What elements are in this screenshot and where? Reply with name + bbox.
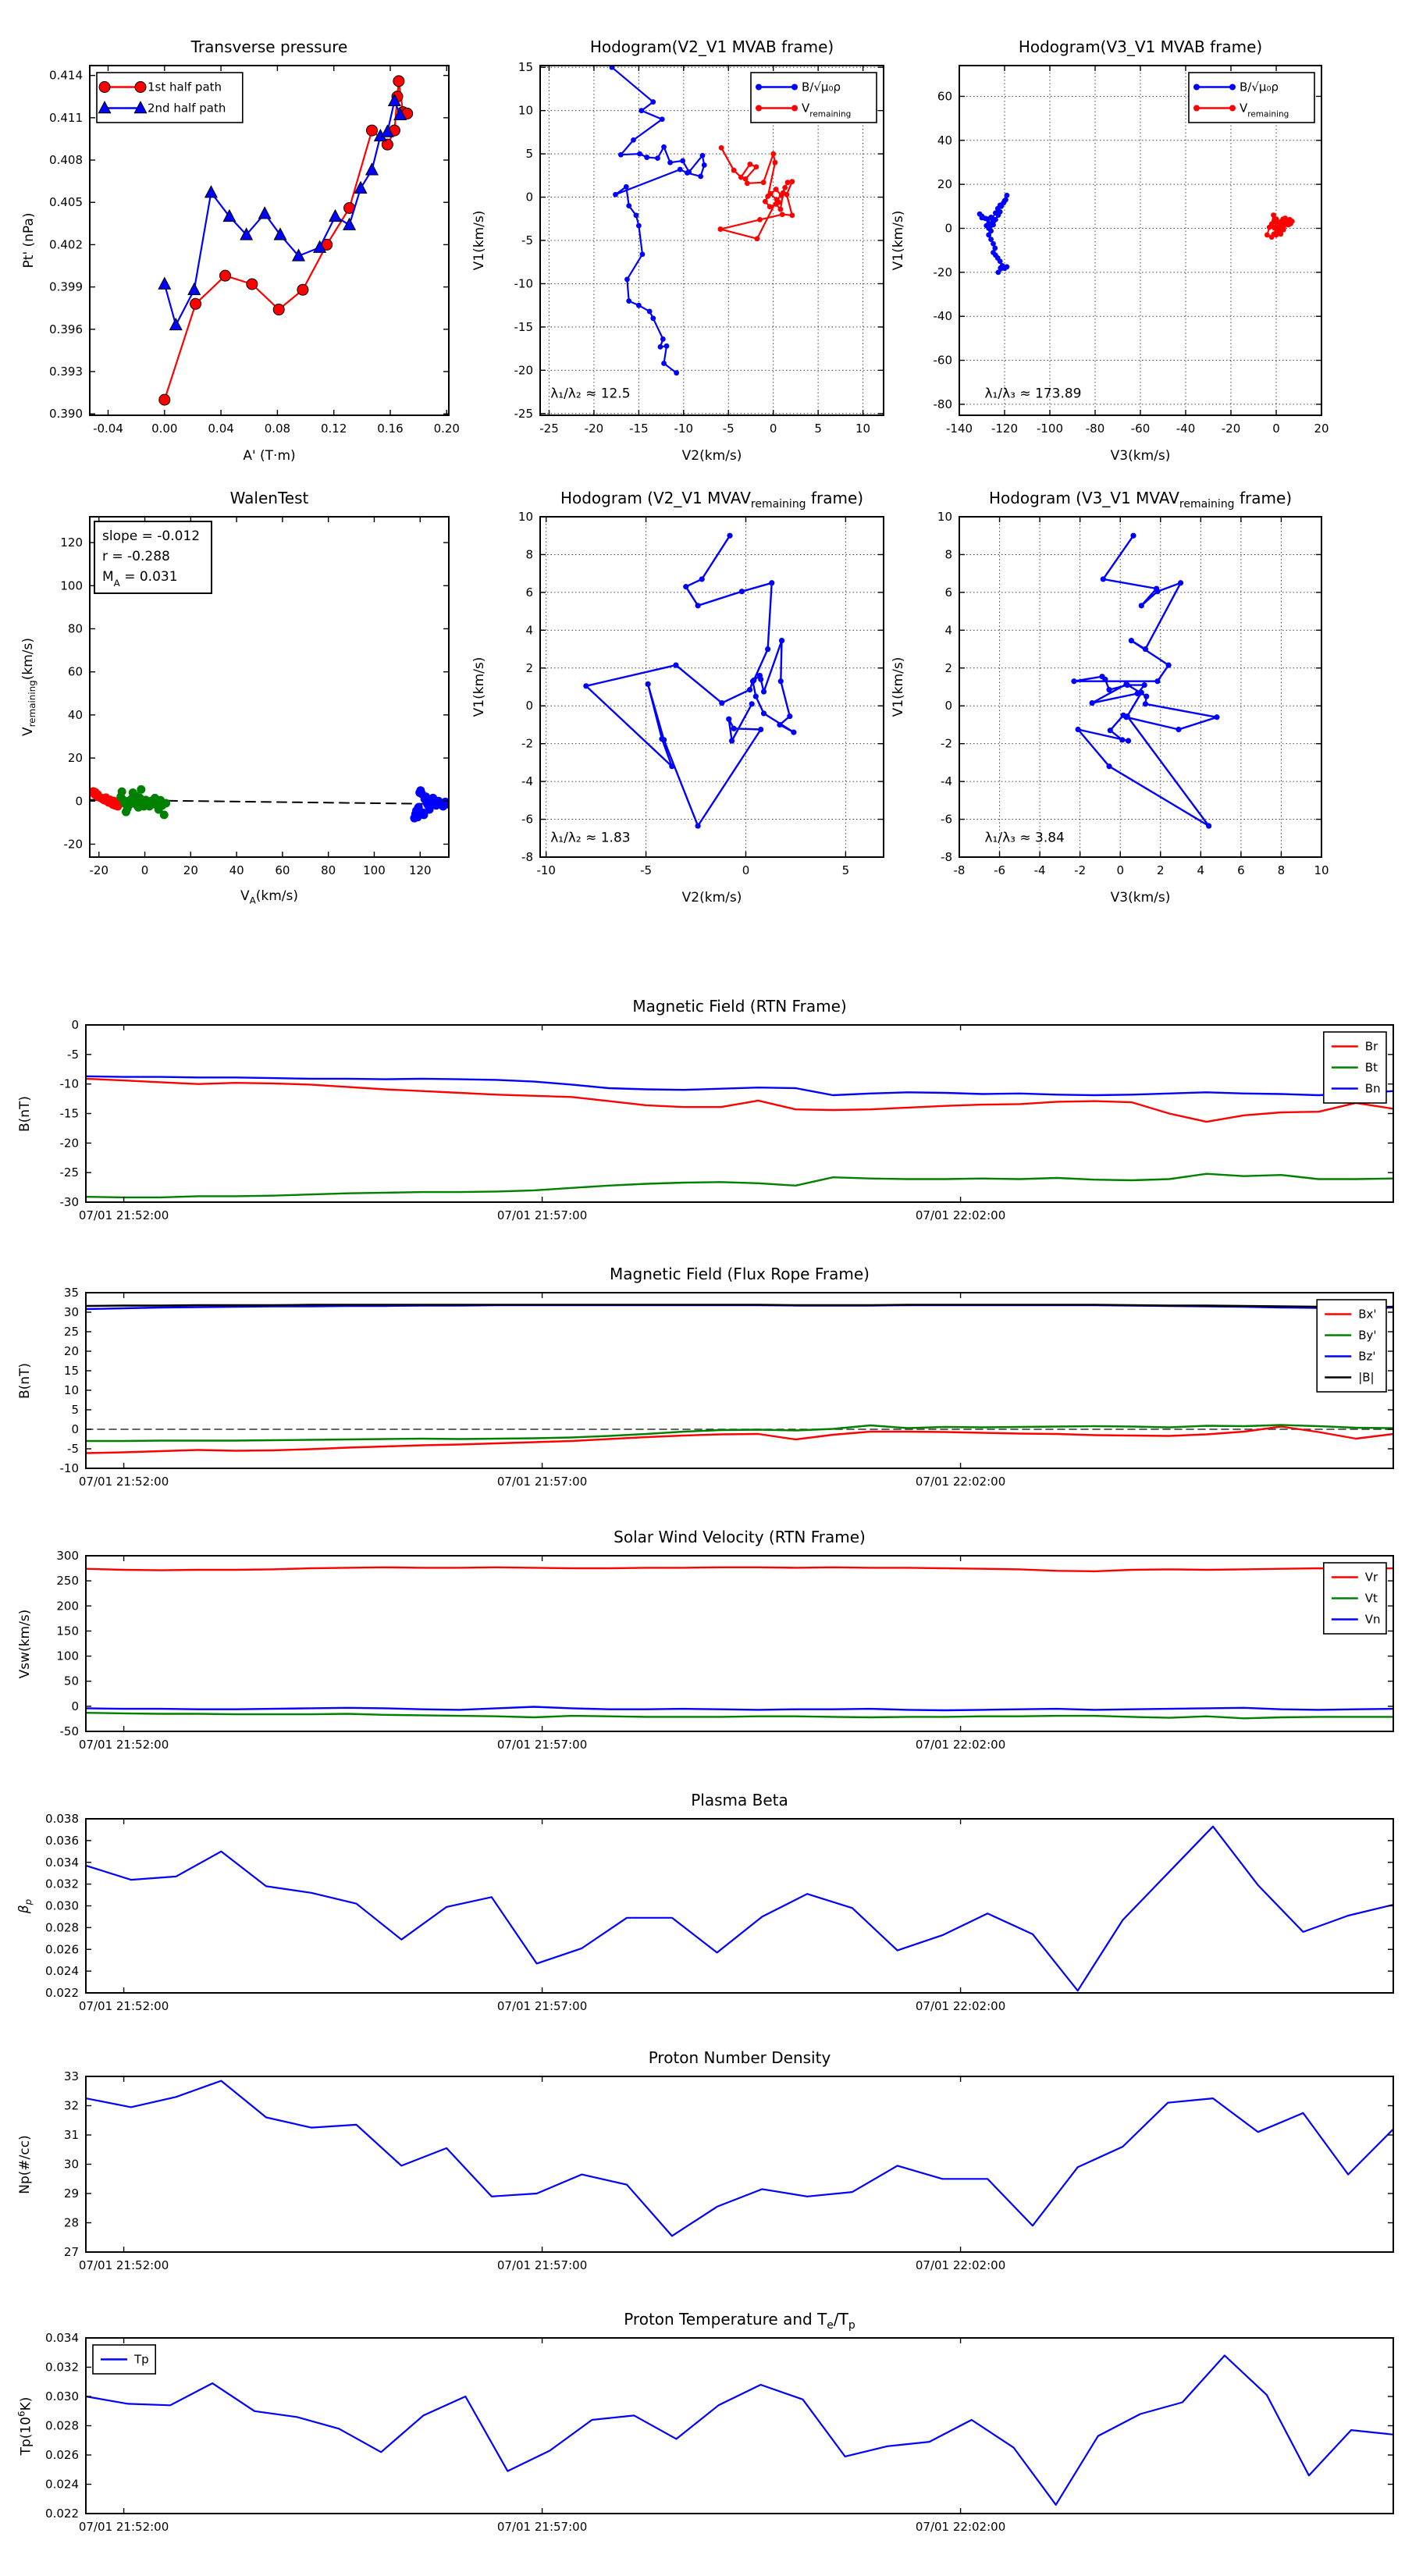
svg-text:|B|: |B|: [1358, 1370, 1375, 1385]
svg-text:0.030: 0.030: [45, 1898, 79, 1913]
svg-text:-120: -120: [991, 422, 1019, 436]
plot-area-walen-test: [60, 517, 449, 877]
svg-text:07/01 21:57:00: 07/01 21:57:00: [496, 1475, 588, 1489]
chart-title: Hodogram(V3_V1 MVAB frame): [1018, 37, 1263, 56]
svg-text:31: 31: [63, 2128, 79, 2142]
svg-text:15: 15: [518, 60, 533, 75]
y-axis-label: $Tp(10^6K)$: [16, 2396, 34, 2455]
svg-text:0.393: 0.393: [49, 365, 83, 379]
svg-text:0: 0: [71, 1018, 79, 1032]
svg-text:B/√μ₀ρ: B/√μ₀ρ: [1240, 80, 1279, 94]
svg-text:10: 10: [518, 510, 533, 524]
svg-text:07/01 21:57:00: 07/01 21:57:00: [496, 2258, 588, 2272]
svg-text:60: 60: [67, 664, 83, 679]
svg-text:By': By': [1358, 1328, 1377, 1343]
svg-text:-8: -8: [953, 863, 966, 877]
svg-text:0.022: 0.022: [45, 1986, 79, 2000]
svg-text:-60: -60: [1130, 422, 1151, 436]
svg-text:50: 50: [63, 1674, 79, 1688]
svg-text:-100: -100: [1036, 422, 1064, 436]
svg-text:0: 0: [742, 863, 750, 877]
svg-text:29: 29: [63, 2186, 79, 2201]
y-axis-label: Pt' (nPa): [21, 212, 37, 269]
svg-text:0.032: 0.032: [45, 1877, 79, 1891]
svg-text:-25: -25: [514, 406, 533, 421]
svg-text:0.405: 0.405: [49, 195, 83, 210]
svg-text:250: 250: [56, 1574, 79, 1589]
svg-text:Bt: Bt: [1364, 1060, 1378, 1075]
svg-text:100: 100: [56, 1649, 79, 1663]
svg-text:0: 0: [769, 422, 777, 436]
svg-text:-5: -5: [521, 233, 533, 247]
svg-text:-15: -15: [629, 422, 649, 436]
svg-text:0.034: 0.034: [45, 1855, 79, 1870]
svg-text:20: 20: [63, 1344, 79, 1358]
y-axis-label: B(nT): [17, 1362, 33, 1399]
svg-text:-20: -20: [59, 1136, 79, 1151]
svg-text:-20: -20: [89, 863, 109, 877]
svg-text:0.00: 0.00: [151, 422, 178, 436]
svg-text:0: 0: [1116, 863, 1124, 877]
svg-text:07/01 21:52:00: 07/01 21:52:00: [78, 1738, 169, 1752]
chart-magnetic-field-rtn: [17, 997, 1393, 1222]
svg-text:07/01 21:52:00: 07/01 21:52:00: [78, 1208, 169, 1222]
svg-text:0.024: 0.024: [45, 1964, 79, 1979]
svg-text:0: 0: [944, 221, 952, 236]
chart-proton-temperature: [16, 2310, 1393, 2534]
chart-hodogram-v2v1-mvav: [471, 489, 884, 906]
svg-text:0.399: 0.399: [49, 279, 83, 294]
svg-text:r = -0.288: r = -0.288: [102, 549, 170, 564]
svg-text:40: 40: [67, 707, 83, 722]
svg-text:40: 40: [937, 133, 952, 148]
svg-text:-40: -40: [933, 309, 952, 324]
svg-text:-8: -8: [521, 850, 533, 864]
svg-text:-6: -6: [521, 812, 533, 827]
svg-text:0.022: 0.022: [45, 2507, 79, 2521]
chart-title: Plasma Beta: [691, 1791, 788, 1809]
y-axis-label: Np(#/cc): [17, 2134, 33, 2194]
chart-solar-wind-velocity: [17, 1528, 1393, 1752]
plot-area-hodogram-v3v1-mvab: [933, 66, 1329, 436]
svg-text:-20: -20: [514, 363, 533, 378]
svg-text:-10: -10: [514, 276, 533, 291]
plot-area-magnetic-field-flux-rope: [59, 1286, 1393, 1489]
svg-text:0.038: 0.038: [45, 1812, 79, 1826]
svg-text:8: 8: [944, 547, 952, 562]
svg-text:0: 0: [1272, 422, 1280, 436]
svg-text:40: 40: [229, 863, 244, 877]
svg-text:0.12: 0.12: [320, 422, 347, 436]
svg-text:-50: -50: [59, 1724, 79, 1738]
svg-text:80: 80: [321, 863, 336, 877]
svg-text:0: 0: [71, 1422, 79, 1436]
svg-text:-20: -20: [584, 422, 604, 436]
svg-text:slope = -0.012: slope = -0.012: [102, 528, 201, 544]
chart-plasma-beta: [16, 1791, 1393, 2013]
svg-text:6: 6: [944, 585, 952, 600]
svg-text:120: 120: [408, 863, 432, 877]
svg-text:-10: -10: [536, 863, 556, 877]
plot-area-proton-temperature: [45, 2331, 1393, 2534]
svg-text:0: 0: [140, 863, 149, 877]
svg-text:-5: -5: [67, 1442, 79, 1456]
svg-text:07/01 22:02:00: 07/01 22:02:00: [915, 1999, 1006, 2013]
svg-text:33: 33: [63, 2069, 79, 2083]
svg-text:8: 8: [525, 547, 533, 562]
svg-text:1st half path: 1st half path: [148, 80, 222, 94]
svg-text:Vremaining: $V_{remaining}$: [802, 101, 852, 119]
plot-area-magnetic-field-rtn: [59, 1018, 1393, 1222]
svg-text:-80: -80: [1085, 422, 1105, 436]
svg-text:2: 2: [525, 660, 533, 675]
svg-text:0: 0: [75, 794, 83, 809]
svg-text:20: 20: [67, 751, 83, 766]
svg-text:20: 20: [183, 863, 198, 877]
svg-text:-10: -10: [59, 1076, 79, 1091]
chart-title: Hodogram (V3_V1 $MVAV_{remaining}$ frame): [988, 489, 1293, 511]
x-axis-label: $V_A(km/s)$: [240, 888, 299, 906]
svg-text:20: 20: [1314, 422, 1329, 436]
chart-title: Proton Number Density: [648, 2048, 831, 2067]
svg-text:-25: -25: [59, 1165, 79, 1180]
svg-text:0.04: 0.04: [208, 422, 234, 436]
plot-area-solar-wind-velocity: [56, 1549, 1393, 1752]
svg-text:-6: -6: [994, 863, 1006, 877]
chart-title: Hodogram(V2_V1 MVAB frame): [589, 37, 834, 56]
plot-area-hodogram-v2v1-mvab: [514, 60, 884, 436]
svg-text:07/01 21:52:00: 07/01 21:52:00: [78, 1475, 169, 1489]
svg-text:Vt: Vt: [1364, 1591, 1378, 1606]
svg-text:0: 0: [525, 190, 533, 205]
svg-text:0.036: 0.036: [45, 1833, 79, 1848]
svg-text:100: 100: [363, 863, 386, 877]
plot-area-proton-number-density: [63, 2069, 1393, 2272]
svg-text:λ₁/λ₃ ≈ 3.84: λ₁/λ₃ ≈ 3.84: [984, 830, 1065, 846]
svg-text:0.408: 0.408: [49, 153, 83, 168]
svg-text:-4: -4: [1033, 863, 1046, 877]
svg-text:5: 5: [71, 1403, 79, 1417]
svg-text:-20: -20: [1221, 422, 1241, 436]
svg-text:-15: -15: [514, 319, 533, 334]
y-axis-label: B(nT): [17, 1095, 33, 1132]
svg-text:30: 30: [63, 2157, 79, 2172]
chart-transverse-pressure: [21, 37, 460, 464]
svg-text:07/01 22:02:00: 07/01 22:02:00: [915, 2520, 1006, 2534]
svg-text:07/01 21:52:00: 07/01 21:52:00: [78, 2520, 169, 2534]
plot-area-hodogram-v2v1-mvav: [518, 510, 884, 877]
svg-text:0: 0: [71, 1699, 79, 1713]
svg-text:0.411: 0.411: [49, 110, 83, 125]
svg-text:0.08: 0.08: [264, 422, 291, 436]
svg-text:-20: -20: [933, 265, 952, 279]
x-axis-label: V2(km/s): [681, 448, 742, 464]
chart-title: Hodogram (V2_V1 $MVAV_{remaining}$ frame): [560, 489, 864, 511]
svg-text:Br: Br: [1364, 1039, 1378, 1054]
x-axis-label: V3(km/s): [1110, 448, 1171, 464]
svg-text:0.030: 0.030: [45, 2389, 79, 2403]
svg-text:07/01 21:52:00: 07/01 21:52:00: [78, 1999, 169, 2013]
svg-text:5: 5: [525, 147, 533, 162]
svg-text:25: 25: [63, 1325, 79, 1339]
svg-text:07/01 21:57:00: 07/01 21:57:00: [496, 1738, 588, 1752]
y-axis-label: $\beta_p$: [16, 1898, 34, 1913]
svg-text:0.402: 0.402: [49, 237, 83, 252]
svg-text:10: 10: [855, 422, 871, 436]
svg-text:-15: -15: [59, 1106, 79, 1121]
svg-text:0.034: 0.034: [45, 2331, 79, 2345]
svg-text:Bn: Bn: [1364, 1081, 1381, 1096]
chart-title: Magnetic Field (Flux Rope Frame): [610, 1265, 870, 1283]
svg-text:0.028: 0.028: [45, 2418, 79, 2433]
svg-text:10: 10: [937, 510, 952, 524]
svg-text:Vn: Vn: [1364, 1612, 1381, 1627]
y-axis-label: V1(km/s): [471, 656, 487, 717]
svg-text:-4: -4: [941, 774, 952, 789]
svg-text:0: 0: [525, 699, 533, 713]
svg-text:-2: -2: [941, 736, 952, 751]
chart-title: Solar Wind Velocity (RTN Frame): [614, 1528, 866, 1546]
svg-text:Tp: Tp: [134, 2352, 149, 2367]
svg-text:0.390: 0.390: [49, 407, 83, 422]
chart-title: Proton Temperature and $T_e/T_p$: [624, 2310, 855, 2332]
y-axis-label: V1(km/s): [891, 656, 906, 717]
svg-text:Vr: Vr: [1364, 1570, 1378, 1585]
svg-text:80: 80: [67, 621, 83, 636]
svg-text:-0.04: -0.04: [93, 422, 123, 436]
chart-hodogram-v2v1-mvab: [471, 37, 884, 464]
svg-text:30: 30: [63, 1305, 79, 1319]
chart-title: Transverse pressure: [190, 37, 348, 56]
svg-text:07/01 21:52:00: 07/01 21:52:00: [78, 2258, 169, 2272]
svg-text:λ₁/λ₂ ≈ 1.83: λ₁/λ₂ ≈ 1.83: [550, 830, 631, 846]
svg-text:-25: -25: [539, 422, 559, 436]
svg-text:07/01 22:02:00: 07/01 22:02:00: [915, 1475, 1006, 1489]
svg-text:MA = 0.031: $M_A = 0.031$: [102, 569, 178, 589]
svg-text:-30: -30: [59, 1195, 79, 1209]
svg-text:-40: -40: [1176, 422, 1196, 436]
svg-text:07/01 22:02:00: 07/01 22:02:00: [915, 1208, 1006, 1222]
svg-text:0.20: 0.20: [433, 422, 460, 436]
chart-title: Magnetic Field (RTN Frame): [632, 997, 847, 1016]
svg-text:07/01 22:02:00: 07/01 22:02:00: [915, 1738, 1006, 1752]
svg-text:Vremaining: $V_{remaining}$: [1240, 101, 1289, 119]
svg-text:07/01 21:57:00: 07/01 21:57:00: [496, 2520, 588, 2534]
svg-text:λ₁/λ₃ ≈ 173.89: λ₁/λ₃ ≈ 173.89: [984, 386, 1082, 402]
svg-text:27: 27: [63, 2245, 79, 2259]
y-axis-label: $V_{remaining}(km/s)$: [20, 638, 38, 736]
svg-text:0.414: 0.414: [49, 68, 83, 83]
svg-text:6: 6: [1237, 863, 1245, 877]
svg-text:8: 8: [1277, 863, 1286, 877]
x-axis-label: V3(km/s): [1110, 890, 1171, 906]
svg-text:4: 4: [525, 623, 533, 638]
y-axis-label: V1(km/s): [891, 210, 906, 271]
svg-text:120: 120: [60, 535, 83, 550]
svg-text:0.024: 0.024: [45, 2477, 79, 2492]
svg-text:-5: -5: [722, 422, 735, 436]
svg-text:28: 28: [63, 2215, 79, 2230]
svg-text:0.032: 0.032: [45, 2360, 79, 2375]
svg-text:20: 20: [937, 177, 952, 192]
plot-area-transverse-pressure: [49, 66, 460, 436]
svg-text:Bx': Bx': [1358, 1307, 1377, 1322]
svg-text:300: 300: [56, 1549, 79, 1563]
chart-hodogram-v3v1-mvab: [891, 37, 1329, 464]
svg-text:-8: -8: [941, 850, 952, 864]
svg-text:Bz': Bz': [1358, 1349, 1376, 1364]
svg-text:5: 5: [841, 863, 850, 877]
svg-text:2nd half path: 2nd half path: [148, 101, 226, 116]
chart-magnetic-field-flux-rope: [17, 1265, 1393, 1489]
svg-text:λ₁/λ₂ ≈ 12.5: λ₁/λ₂ ≈ 12.5: [550, 386, 631, 402]
chart-proton-number-density: [17, 2048, 1393, 2272]
svg-text:200: 200: [56, 1599, 79, 1614]
svg-text:-2: -2: [1074, 863, 1087, 877]
svg-text:4: 4: [1197, 863, 1205, 877]
y-axis-label: V1(km/s): [471, 210, 487, 271]
svg-text:-5: -5: [640, 863, 653, 877]
svg-text:-5: -5: [67, 1047, 79, 1062]
chart-hodogram-v3v1-mvav: [891, 489, 1329, 906]
svg-text:-4: -4: [521, 774, 533, 789]
svg-text:5: 5: [814, 422, 822, 436]
svg-text:07/01 21:57:00: 07/01 21:57:00: [496, 1208, 588, 1222]
chart-walen-test: [20, 489, 449, 906]
x-axis-label: A' (T·m): [243, 448, 296, 464]
svg-text:0.396: 0.396: [49, 322, 83, 336]
svg-text:60: 60: [275, 863, 290, 877]
svg-text:0: 0: [944, 699, 952, 713]
plot-area-plasma-beta: [45, 1812, 1393, 2013]
svg-text:35: 35: [63, 1286, 79, 1300]
svg-text:2: 2: [944, 660, 952, 675]
svg-text:60: 60: [937, 89, 952, 104]
plot-area-hodogram-v3v1-mvav: [937, 510, 1329, 877]
svg-text:100: 100: [60, 578, 83, 593]
svg-text:32: 32: [63, 2098, 79, 2113]
x-axis-label: V2(km/s): [681, 890, 742, 906]
svg-text:0.16: 0.16: [377, 422, 404, 436]
svg-text:-80: -80: [933, 397, 952, 411]
svg-text:10: 10: [1314, 863, 1329, 877]
svg-text:2: 2: [1157, 863, 1165, 877]
svg-text:-60: -60: [933, 353, 952, 368]
svg-text:-20: -20: [63, 837, 83, 852]
svg-text:10: 10: [518, 103, 533, 118]
svg-text:-10: -10: [59, 1461, 79, 1475]
svg-text:15: 15: [63, 1364, 79, 1378]
svg-text:0.026: 0.026: [45, 1942, 79, 1957]
svg-text:150: 150: [56, 1624, 79, 1638]
svg-text:-6: -6: [941, 812, 952, 827]
svg-text:6: 6: [525, 585, 533, 600]
svg-text:10: 10: [63, 1383, 79, 1397]
svg-text:-10: -10: [674, 422, 694, 436]
svg-text:07/01 21:57:00: 07/01 21:57:00: [496, 1999, 588, 2013]
svg-text:-140: -140: [945, 422, 973, 436]
svg-text:-2: -2: [521, 736, 533, 751]
y-axis-label: Vsw(km/s): [17, 1609, 33, 1678]
svg-text:B/√μ₀ρ: B/√μ₀ρ: [802, 80, 841, 94]
svg-text:0.028: 0.028: [45, 1920, 79, 1935]
chart-title: WalenTest: [229, 489, 309, 507]
svg-text:07/01 22:02:00: 07/01 22:02:00: [915, 2258, 1006, 2272]
svg-text:0.026: 0.026: [45, 2448, 79, 2462]
svg-text:4: 4: [944, 623, 952, 638]
